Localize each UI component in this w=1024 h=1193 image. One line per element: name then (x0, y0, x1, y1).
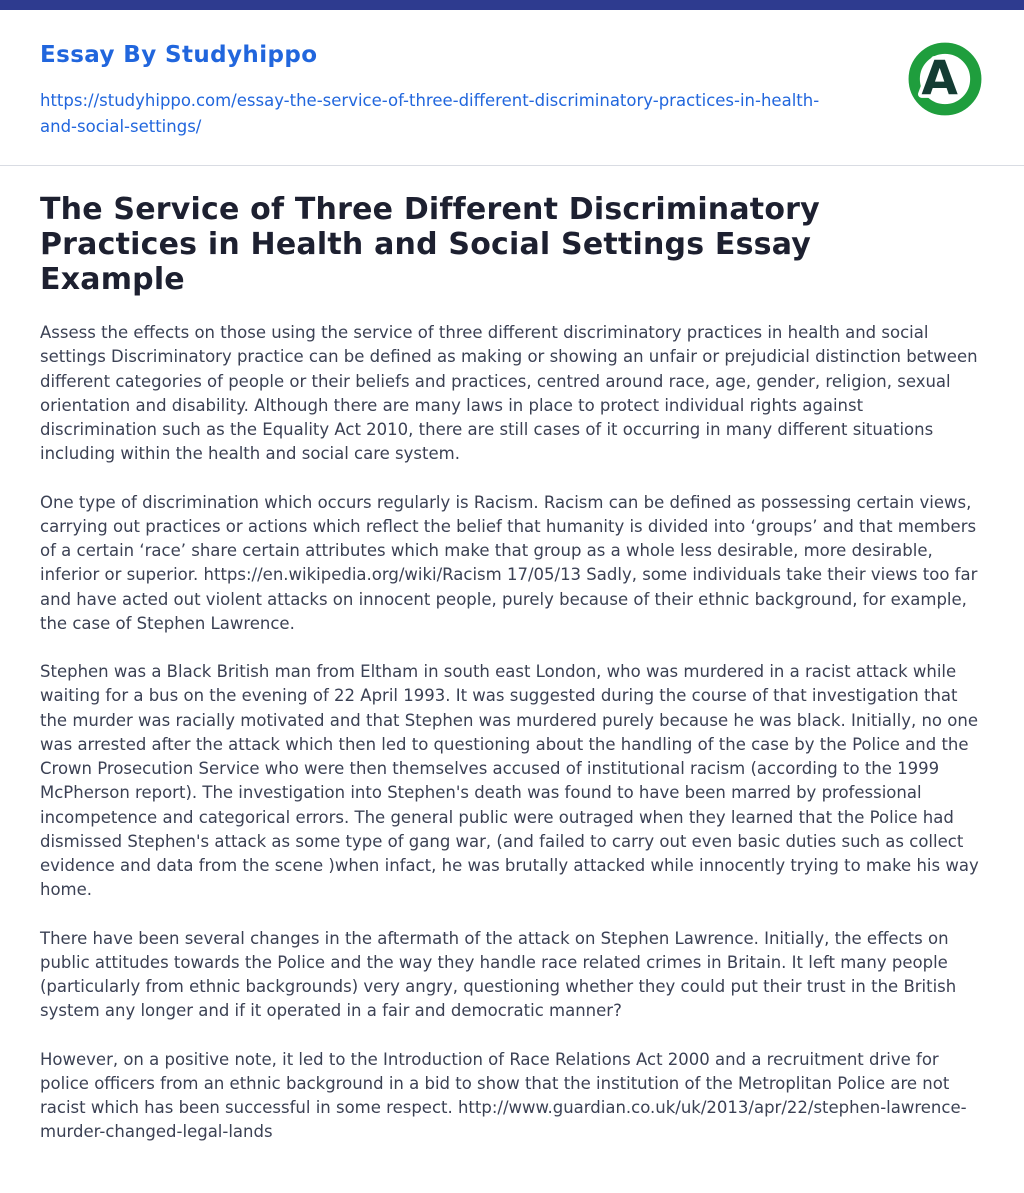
essay-paragraph: Assess the effects on those using the service of three different discriminatory practices in health and social settings Discriminatory practice can be defined as making or showing an unfair or prejudicial distinction between different categories of people or their beliefs and practices, centred around race, age, gender, religion, sexual orientation and disability. Although there are many laws in place to protect individual rights against discrimination such as the Equality Act 2010, there are still cases of it occurring in many different situations including within the health and social care system. (40, 323, 978, 464)
site-title-link[interactable]: Essay By Studyhippo (40, 42, 318, 68)
studyhippo-logo-link[interactable] (906, 40, 984, 118)
essay-title: The Service of Three Different Discriminatory Practices in Health and Social Settings Essay Example (40, 191, 820, 297)
essay-paragraph: One type of discrimination which occurs regularly is Racism. Racism can be defined as possessing certain views, carrying out practices or actions which reflect the belief that humanity is divided into ‘groups’ and that members of a certain ‘race’ share certain attributes which make that group as a whole less desirable, more desirable, inferior or superior. https://en.wikipedia.org/wiki/Racism 17/05/13 Sadly, some individuals take their views too far and have acted out violent attacks on innocent people, purely because of their ethnic background, for example, the case of Stephen Lawrence. (40, 492, 978, 633)
top-accent-bar (0, 0, 1024, 10)
essay-paragraph: However, on a positive note, it led to the Introduction of Race Relations Act 2000 and a recruitment drive for police officers from an ethnic background in a bid to show that the institution of the Metroplitan Police are not racist which has been successful in some respect. http://www.guardian.co.uk/uk/2013/apr/22/stephen-lawrence-murder-changed-legal-lands (40, 1049, 967, 1142)
essay-paragraph: Stephen was a Black British man from Eltham in south east London, who was murdered in a racist attack while waiting for a bus on the evening of 22 April 1993. It was suggested during the course of that investigation that the murder was racially motivated and that Stephen was murdered purely because he was black. Initially, no one was arrested after the attack which then led to questioning about the handling of the case by the Police and the Crown Prosecution Service who were then themselves accused of institutional racism (according to the 1999 McPherson report). The investigation into Stephen's death was found to have been marred by professional incompetence and categorical errors. The general public were outraged when they learned that the Police had dismissed Stephen's attack as some type of gang war, (and failed to carry out even basic duties such as collect evidence and data from the scene )when infact, he was brutally attacked while innocently trying to make his way home. (40, 662, 979, 900)
studyhippo-logo-icon (906, 40, 984, 118)
essay-url-link[interactable]: https://studyhippo.com/essay-the-service-of-three-different-discriminatory-practices-in-health-and-social-settings/ (40, 91, 820, 137)
essay-body (40, 321, 984, 1145)
page-header (0, 10, 1024, 165)
essay-paragraph: There have been several changes in the aftermath of the attack on Stephen Lawrence. Initially, the effects on public attitudes towards the Police and the way they handle race related crimes in Britain. It left many people (particularly from ethnic backgrounds) very angry, questioning whether they could put their trust in the British system any longer and if it operated in a fair and democratic manner? (40, 928, 957, 1021)
logo-letter: A (921, 51, 958, 107)
essay-content (0, 166, 1024, 1193)
